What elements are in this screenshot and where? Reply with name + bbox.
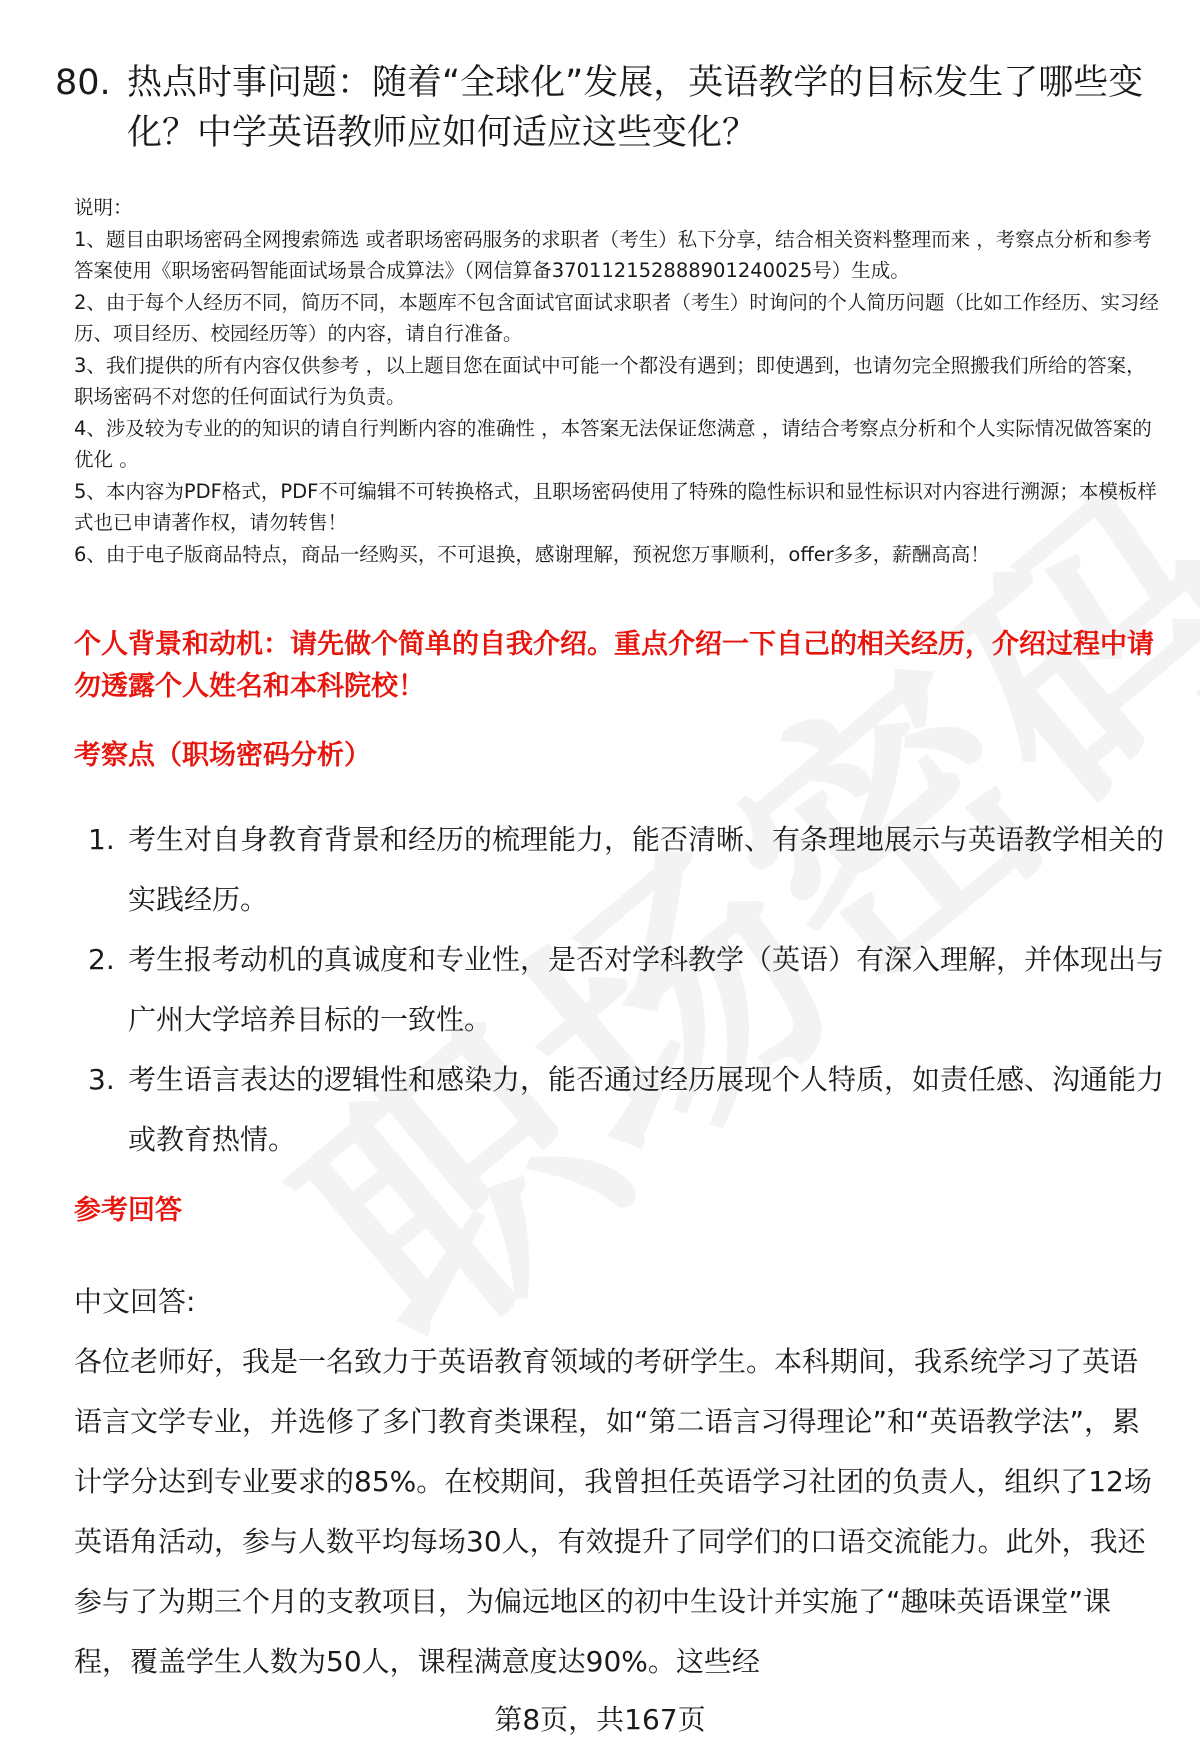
note-item: 2、由于每个人经历不同，简历不同，本题库不包含面试官面试求职者（考生）时询问的个人简历问题（比如工作经历、实习经历、项目经历、校园经历等）的内容，请自行准备。 bbox=[74, 290, 1159, 345]
note-item: 6、由于电子版商品特点，商品一经购买，不可退换，感谢理解，预祝您万事顺利，offer多多，薪酬高高！ bbox=[74, 542, 990, 566]
analysis-item-text: 考生报考动机的真诚度和专业性，是否对学科教学（英语）有深入理解，并体现出与广州大学培养目标的一致性。 bbox=[128, 943, 1165, 1036]
question-number: 80. bbox=[55, 63, 111, 103]
analysis-item bbox=[74, 810, 1164, 930]
analysis-item-text: 考生语言表达的逻辑性和感染力，能否通过经历展现个人特质，如责任感、沟通能力或教育热情。 bbox=[128, 1063, 1165, 1156]
question-text: 热点时事问题：随着“全球化”发展，英语教学的目标发生了哪些变化？中学英语教师应如何适应这些变化？ bbox=[127, 63, 1144, 153]
analysis-item bbox=[74, 930, 1164, 1050]
analysis-item bbox=[74, 1050, 1164, 1170]
answer-section bbox=[74, 1272, 1164, 1692]
analysis-item-text: 考生对自身教育背景和经历的梳理能力，能否清晰、有条理地展示与英语教学相关的实践经历。 bbox=[128, 823, 1165, 916]
analysis-list bbox=[74, 810, 1164, 1170]
answer-text: 各位老师好，我是一名致力于英语教育领域的考研学生。本科期间，我系统学习了英语语言文学专业，并选修了多门教育类课程，如“第二语言习得理论”和“英语教学法”，累计学分达到专业要求的85%。在校期间，我曾担任英语学习社团的负责人，组织了12场英语角活动，参与人数平均每场30人，有效提升了同学们的口语交流能力。此外，我还参与了为期三个月的支教项目，为偏远地区的初中生设计并实施了“趣味英语课堂”课程，覆盖学生人数为50人，课程满意度达90%。这些经 bbox=[74, 1345, 1152, 1678]
note-item: 5、本内容为PDF格式，PDF不可编辑不可转换格式，且职场密码使用了特殊的隐性标识和显性标识对内容进行溯源；本模板样式也已申请著作权，请勿转售！ bbox=[74, 479, 1157, 534]
notes-title: 说明： bbox=[74, 196, 133, 219]
analysis-item-number: 3. bbox=[88, 1063, 115, 1096]
background-heading: 个人背景和动机：请先做个简单的自我介绍。重点介绍一下自己的相关经历，介绍过程中请勿透露个人姓名和本科院校！ bbox=[74, 629, 1154, 702]
note-item: 3、我们提供的所有内容仅供参考 ，以上题目您在面试中可能一个都没有遇到；即使遇到，也请勿完全照搬我们所给的答案，职场密码不对您的任何面试行为负责。 bbox=[74, 353, 1146, 408]
note-item: 1、题目由职场密码全网搜索筛选 或者职场密码服务的求职者（考生）私下分享，结合相关资料整理而来 ，考察点分析和参考答案使用《职场密码智能面试场景合成算法》（网信算备370112152888901240025号）生成。 bbox=[74, 227, 1152, 282]
disclaimer-notes bbox=[74, 192, 1164, 570]
note-item: 4、涉及较为专业的的知识的请自行判断内容的准确性 ，本答案无法保证您满意 ，请结合考察点分析和个人实际情况做答案的优化 。 bbox=[74, 416, 1152, 471]
page-footer: 第8页，共167页 bbox=[494, 1703, 706, 1736]
reference-heading: 参考回答 bbox=[74, 1195, 182, 1226]
analysis-item-number: 2. bbox=[88, 943, 115, 976]
answer-label: 中文回答: bbox=[74, 1285, 196, 1318]
question-title bbox=[55, 58, 1155, 158]
analysis-item-number: 1. bbox=[88, 823, 115, 856]
analysis-heading: 考察点（职场密码分析） bbox=[74, 740, 371, 771]
